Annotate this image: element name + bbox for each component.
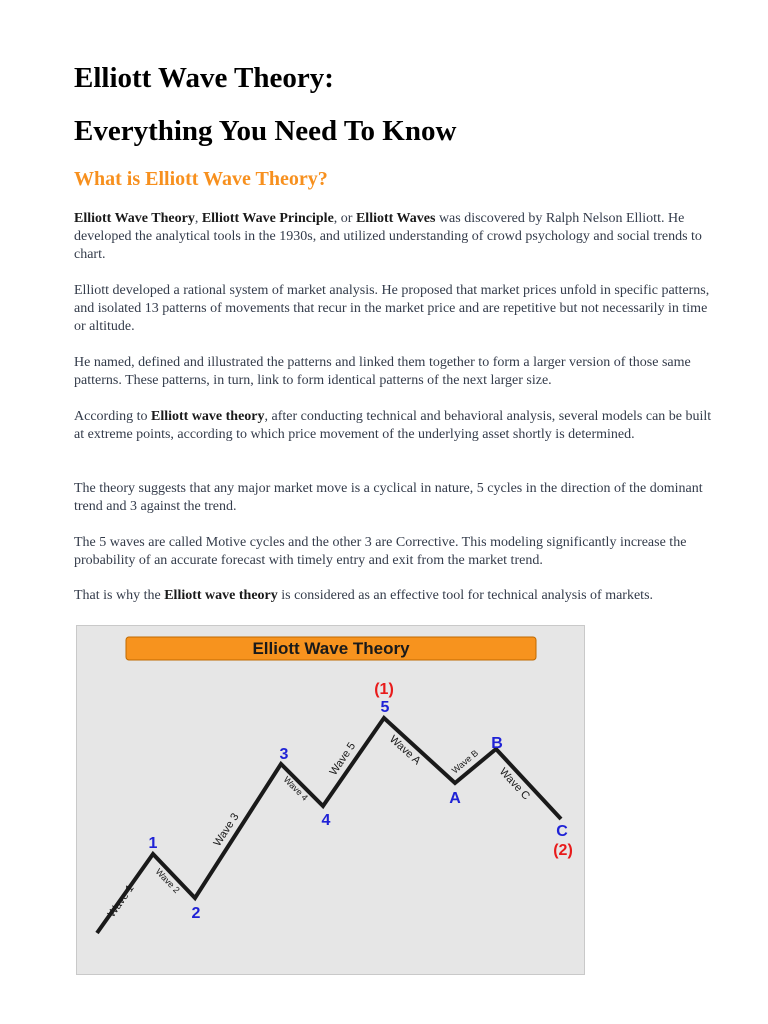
wave-label-c: Wave C	[496, 765, 532, 803]
wave-diagram-svg	[77, 626, 584, 974]
point-label-3: 3	[279, 746, 289, 763]
paragraph-text: According to	[74, 409, 151, 424]
point-label-a: A	[449, 790, 461, 807]
degree-label-bottom: (2)	[553, 842, 573, 859]
paragraph-1	[74, 210, 722, 264]
wave-label-5: Wave 5	[327, 740, 359, 778]
point-labels	[149, 699, 569, 922]
paragraph-text: , after conducting technical and behavioral analysis, several models can be built at extreme points, according to which price movement of the underlying asset shortly is determined.	[74, 409, 712, 442]
point-label-5: 5	[380, 699, 390, 716]
point-label-b: B	[491, 735, 503, 752]
paragraph-5: The theory suggests that any major market move is a cyclical in nature, 5 cycles in the direction of the dominant trend and 3 against the trend.	[74, 481, 703, 514]
point-label-4: 4	[321, 812, 331, 829]
degree-label-top: (1)	[374, 681, 394, 698]
elliott-wave-diagram	[76, 625, 585, 975]
page-title-line-1: Elliott Wave Theory:	[74, 62, 334, 94]
wave-label-b: Wave B	[449, 747, 481, 776]
term-elliott-wave-principle: Elliott Wave Principle	[201, 211, 334, 226]
separator: ,	[194, 211, 202, 226]
paragraph-6: The 5 waves are called Motive cycles and the other 3 are Corrective. This modeling significantly increase the probability of an accurate forecast with timely entry and exit from the market trend.	[74, 535, 687, 568]
paragraph-7	[74, 587, 722, 605]
point-label-2: 2	[191, 905, 201, 922]
paragraph-text: is considered as an effective tool for technical analysis of markets.	[277, 588, 654, 603]
paragraph-text: That is why the	[74, 588, 165, 603]
term-elliott-wave-theory: Elliott wave theory	[164, 588, 278, 603]
section-heading: What is Elliott Wave Theory?	[74, 168, 328, 190]
wave-label-a: Wave A	[386, 733, 423, 768]
wave-label-1: Wave 1	[105, 882, 137, 920]
page-title-line-2: Everything You Need To Know	[74, 115, 457, 147]
diagram-banner-title: Elliott Wave Theory	[252, 639, 410, 658]
paragraph-text: was discovered by Ralph Nelson Elliott. He developed the analytical tools in the 1930s, and utilized understanding of crowd psychology and social trends to chart.	[74, 211, 702, 262]
paragraph-3: He named, defined and illustrated the patterns and linked them together to form a larger version of those same patterns. These patterns, in turn, link to form identical patterns of the next larger size.	[74, 355, 691, 388]
point-label-1: 1	[148, 835, 158, 852]
paragraph-2: Elliott developed a rational system of market analysis. He proposed that market prices unfold in specific patterns, and isolated 13 patterns of movements that recur in the market price and are repetitive but not necessarily in time or altitude.	[74, 283, 710, 334]
separator: , or	[333, 211, 356, 226]
wave-label-4: Wave 4	[281, 774, 311, 803]
wave-label-3: Wave 3	[211, 811, 242, 849]
wave-label-2: Wave 2	[153, 866, 182, 896]
term-elliott-waves: Elliott Waves	[355, 211, 436, 226]
term-elliott-wave-theory: Elliott Wave Theory	[74, 211, 195, 226]
wave-labels	[106, 733, 532, 919]
point-label-c: C	[556, 823, 568, 840]
paragraph-4	[74, 408, 722, 444]
term-elliott-wave-theory: Elliott wave theory	[150, 409, 265, 424]
